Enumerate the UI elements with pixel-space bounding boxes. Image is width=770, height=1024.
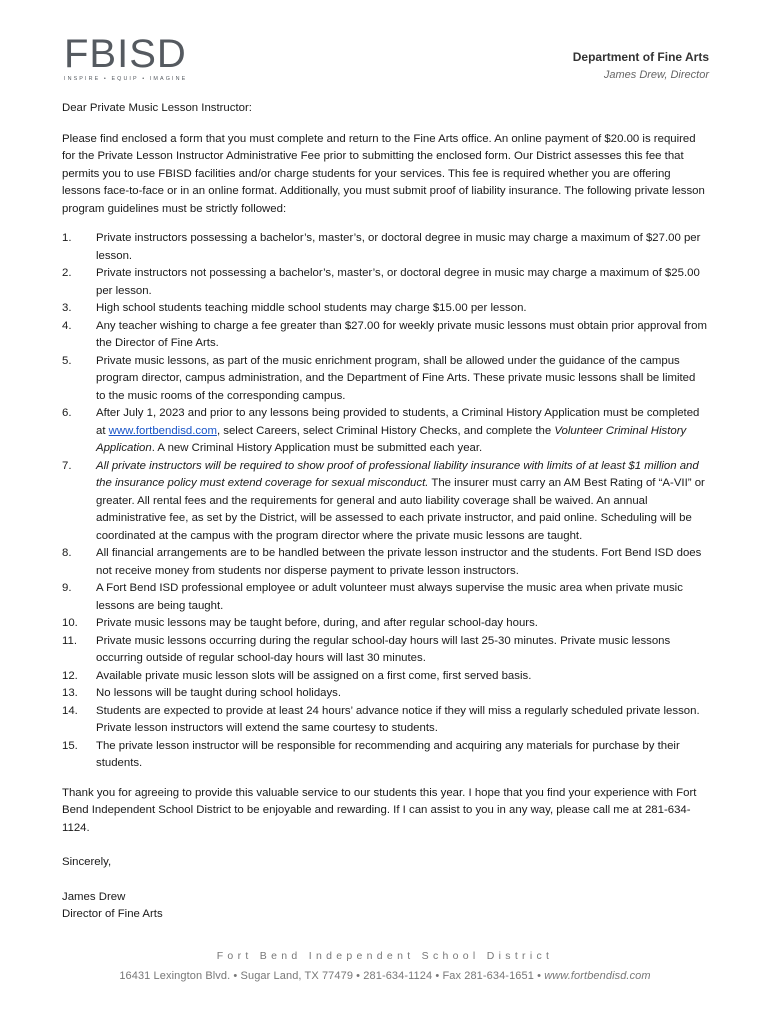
guideline-segment: . A new Criminal History Application must be submitted each year. bbox=[151, 442, 483, 454]
guideline-number: 9. bbox=[62, 582, 72, 594]
logo-wordmark: FBISD bbox=[64, 32, 187, 76]
guideline-number: 11. bbox=[62, 634, 77, 647]
guideline-item bbox=[62, 703, 707, 738]
intro-paragraph: Please find enclosed a form that you must complete and return to the Fine Arts office. An online payment of $20.00 is required for the Private Lesson Instructor Administrative Fee prior to submitting the enclosed form. Our District assesses this fee that permits you to use FBISD facilities and/or charge students for your services. This fee is required whether you are offering lessons face-to-face or in an online format. Additionally, you must submit proof of liability insurance. The following private lesson program guidelines must be strictly followed: bbox=[62, 132, 705, 215]
guideline-number: 8. bbox=[62, 547, 72, 559]
guideline-text bbox=[96, 353, 707, 406]
department-name: Department of Fine Arts bbox=[572, 50, 709, 64]
guideline-segment: Students are expected to provide at least 24 hours’ advance notice if they will miss a regularly scheduled private lesson. Private lesson instructors will extend the same courtesy to students. bbox=[96, 704, 700, 734]
guideline-segment: Private instructors not possessing a bachelor’s, master’s, or doctoral degree in music may charge a maximum of $25.00 per lesson. bbox=[96, 267, 700, 297]
guideline-segment: Private music lessons occurring during the regular school-day hours will last 25-30 minutes. Private music lessons occurring outside of regular school-day hours will last 30 minutes. bbox=[96, 634, 671, 664]
logo-tagline: INSPIRE • EQUIP • IMAGINE bbox=[64, 76, 188, 82]
closing-paragraph: Thank you for agreeing to provide this valuable service to our students this year. I hope that you find your experience with Fort Bend Independent School District to be enjoyable and rewarding. If I can assist to you in any way, please call me at 281-634-1124. bbox=[62, 786, 697, 834]
guideline-number: 15. bbox=[62, 739, 78, 752]
guideline-item bbox=[62, 633, 707, 668]
guideline-segment: A Fort Bend ISD professional employee or adult volunteer must always supervise the music area when private music lessons are being taught. bbox=[96, 582, 683, 612]
guideline-text bbox=[96, 265, 707, 300]
guideline-item bbox=[62, 580, 707, 615]
letterhead-department bbox=[573, 50, 709, 81]
guideline-number: 6. bbox=[62, 407, 72, 419]
footer-website: www.fortbendisd.com bbox=[544, 970, 651, 982]
website-link[interactable]: www.fortbendisd.com bbox=[108, 424, 217, 437]
letter-body bbox=[62, 100, 707, 924]
guideline-number: 12. bbox=[62, 669, 78, 682]
guideline-item bbox=[62, 353, 707, 406]
guideline-text bbox=[96, 633, 707, 668]
guideline-segment: Any teacher wishing to charge a fee greater than $27.00 for weekly private music lessons must obtain prior approval from the Director of Fine Arts. bbox=[96, 319, 707, 349]
guideline-segment: High school students teaching middle school students may charge $15.00 per lesson. bbox=[96, 302, 527, 314]
signer-name: James Drew bbox=[62, 890, 126, 903]
director-line: James Drew, Director bbox=[603, 69, 709, 81]
guideline-text bbox=[96, 405, 707, 458]
guideline-text bbox=[96, 580, 707, 615]
guideline-text bbox=[96, 300, 707, 318]
guideline-text bbox=[96, 545, 707, 580]
guideline-text bbox=[96, 668, 707, 686]
guideline-item bbox=[62, 318, 707, 353]
sign-off: Sincerely, bbox=[62, 856, 112, 868]
guideline-segment: Private instructors possessing a bachelor’s, master’s, or doctoral degree in music may charge a maximum of $27.00 per lesson. bbox=[96, 232, 701, 262]
guideline-text bbox=[96, 458, 707, 546]
guideline-item bbox=[62, 300, 707, 318]
guideline-emphasis: Volunteer Criminal History Application bbox=[96, 424, 687, 454]
guideline-text bbox=[96, 703, 707, 738]
guideline-text bbox=[96, 685, 707, 703]
guideline-item bbox=[62, 458, 707, 546]
footer-address: 16431 Lexington Blvd. • Sugar Land, TX 77479 • 281-634-1124 • Fax 281-634-1651 • bbox=[119, 970, 545, 982]
guideline-number: 13. bbox=[62, 687, 78, 699]
fbisd-logo bbox=[64, 32, 188, 86]
guideline-text bbox=[96, 230, 707, 265]
guideline-number: 5. bbox=[62, 354, 72, 367]
guideline-item bbox=[62, 265, 707, 300]
guideline-number: 3. bbox=[62, 302, 72, 314]
guideline-item bbox=[62, 230, 707, 265]
guideline-emphasis: All private instructors will be required to show proof of professional liability insurance with limits of at least $1 million and the insurance policy must extend coverage for sexual misconduct. bbox=[96, 459, 699, 489]
guideline-segment: No lessons will be taught during school holidays. bbox=[96, 687, 342, 699]
guideline-text bbox=[96, 738, 707, 773]
guideline-item bbox=[62, 615, 707, 633]
signer-title: Director of Fine Arts bbox=[62, 908, 163, 920]
guideline-item bbox=[62, 405, 707, 458]
guideline-number: 4. bbox=[62, 319, 72, 332]
guideline-number: 14. bbox=[62, 704, 78, 717]
guideline-text bbox=[96, 615, 707, 633]
guideline-item bbox=[62, 738, 707, 773]
guideline-number: 1. bbox=[62, 232, 72, 244]
footer-district-name: Fort Bend Independent School District bbox=[216, 950, 554, 962]
guideline-item bbox=[62, 668, 707, 686]
guideline-segment: Available private music lesson slots will be assigned on a first come, first served basis. bbox=[96, 669, 532, 682]
guideline-segment: All financial arrangements are to be handled between the private lesson instructor and the students. Fort Bend ISD does not receive money from students nor disperse payment to private lesson instructors. bbox=[96, 547, 702, 577]
salutation: Dear Private Music Lesson Instructor: bbox=[62, 102, 252, 114]
signature-block bbox=[62, 889, 707, 924]
guideline-segment: The insurer must carry an AM Best Rating of “A-VII” or greater. All rental fees and the requirements for general and auto liability coverage shall be waived. An annual administrative fee, as set by the District, will be assessed to each private instructor, and paid online. Scheduling will be coordinated at the campus with the program director where the private music lessons are taught. bbox=[96, 477, 705, 542]
guideline-number: 7. bbox=[62, 459, 72, 472]
guideline-item bbox=[62, 685, 707, 703]
page-footer bbox=[0, 950, 770, 982]
guideline-text bbox=[96, 318, 707, 353]
guideline-segment: , select Careers, select Criminal History Checks, and complete the bbox=[216, 424, 555, 437]
guideline-number: 2. bbox=[62, 267, 72, 279]
guideline-segment: After July 1, 2023 and prior to any lessons being provided to students, a Criminal History Application must be completed at bbox=[96, 407, 700, 437]
guideline-item bbox=[62, 545, 707, 580]
footer-address-line bbox=[0, 970, 770, 982]
guideline-segment: Private music lessons may be taught before, during, and after regular school-day hours. bbox=[96, 617, 538, 629]
guideline-segment: Private music lessons, as part of the music enrichment program, shall be allowed under the guidance of the campus program director, campus administration, and the Department of Fine Arts. These private music lessons shall be limited to the music rooms of the corresponding campus. bbox=[96, 354, 696, 402]
guideline-segment: The private lesson instructor will be responsible for recommending and acquiring any materials for purchase by their students. bbox=[96, 739, 680, 769]
guideline-number: 10. bbox=[62, 617, 78, 629]
guidelines-list bbox=[62, 230, 707, 773]
